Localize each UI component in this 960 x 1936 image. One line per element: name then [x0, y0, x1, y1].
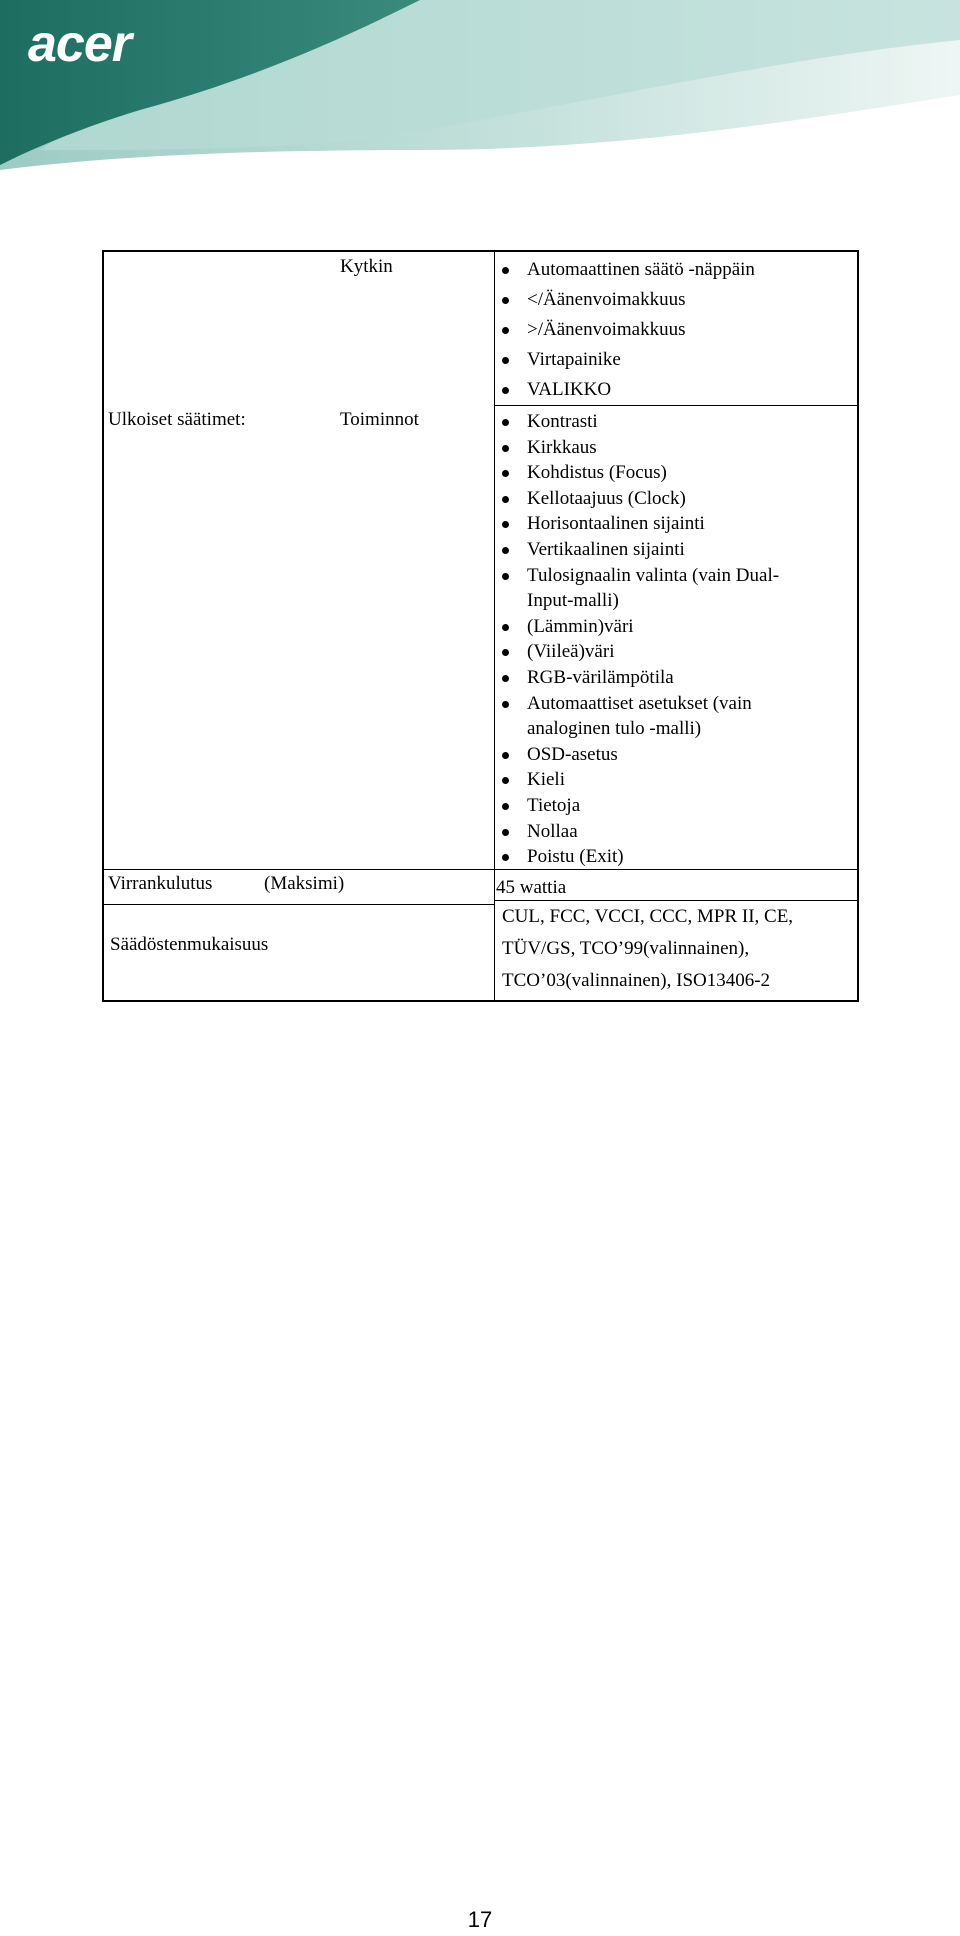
- header-wave-graphic: [0, 0, 960, 175]
- power-value: 45 wattia: [496, 877, 567, 898]
- list-item: Automaattiset asetukset (vain: [502, 691, 779, 717]
- list-item: Kohdistus (Focus): [502, 460, 779, 486]
- compliance-line: TÜV/GS, TCO’99(valinnainen),: [502, 938, 750, 959]
- list-item-continuation: Input-malli): [527, 590, 619, 612]
- list-item: OSD-asetus: [502, 742, 779, 768]
- list-item-continuation: analoginen tulo -malli): [527, 718, 702, 740]
- functions-label: Toiminnot: [340, 409, 419, 430]
- list-item: Kontrasti: [502, 409, 779, 435]
- list-item: Automaattinen säätö -näppäin: [502, 258, 755, 288]
- row-divider-power: [494, 900, 857, 901]
- list-item: Tietoja: [502, 793, 779, 819]
- compliance-line: CUL, FCC, VCCI, CCC, MPR II, CE,: [502, 906, 794, 927]
- list-item: RGB-värilämpötila: [502, 665, 779, 691]
- list-item: Tulosignaalin valinta (vain Dual-: [502, 563, 779, 589]
- header-banner: [0, 0, 960, 175]
- list-item: Kirkkaus: [502, 435, 779, 461]
- list-item: Kellotaajuus (Clock): [502, 486, 779, 512]
- list-item: Poistu (Exit): [502, 844, 779, 870]
- list-item: VALIKKO: [502, 378, 755, 408]
- switch-list: [502, 258, 755, 408]
- list-item: (Viileä)väri: [502, 639, 779, 665]
- compliance-label: Säädöstenmukaisuus: [110, 934, 269, 955]
- column-divider: [494, 252, 495, 1000]
- list-item: </Äänenvoimakkuus: [502, 288, 755, 318]
- list-item: >/Äänenvoimakkuus: [502, 318, 755, 348]
- list-item: Virtapainike: [502, 348, 755, 378]
- functions-list: [502, 409, 779, 870]
- external-controls-label: Ulkoiset säätimet:: [108, 409, 246, 430]
- list-item: Horisontaalinen sijainti: [502, 511, 779, 537]
- power-qualifier: (Maksimi): [264, 873, 345, 894]
- list-item: Nollaa: [502, 819, 779, 845]
- spec-table: [102, 250, 859, 1002]
- list-item: Kieli: [502, 767, 779, 793]
- acer-logo: acer: [28, 15, 131, 73]
- compliance-line: TCO’03(valinnainen), ISO13406-2: [502, 970, 771, 991]
- list-item: Vertikaalinen sijainti: [502, 537, 779, 563]
- switch-label: Kytkin: [340, 256, 393, 277]
- row-divider-power-left: [104, 904, 494, 905]
- power-consumption-label: Virrankulutus: [108, 873, 213, 894]
- page-number: 17: [467, 1907, 493, 1932]
- list-item: (Lämmin)väri: [502, 614, 779, 640]
